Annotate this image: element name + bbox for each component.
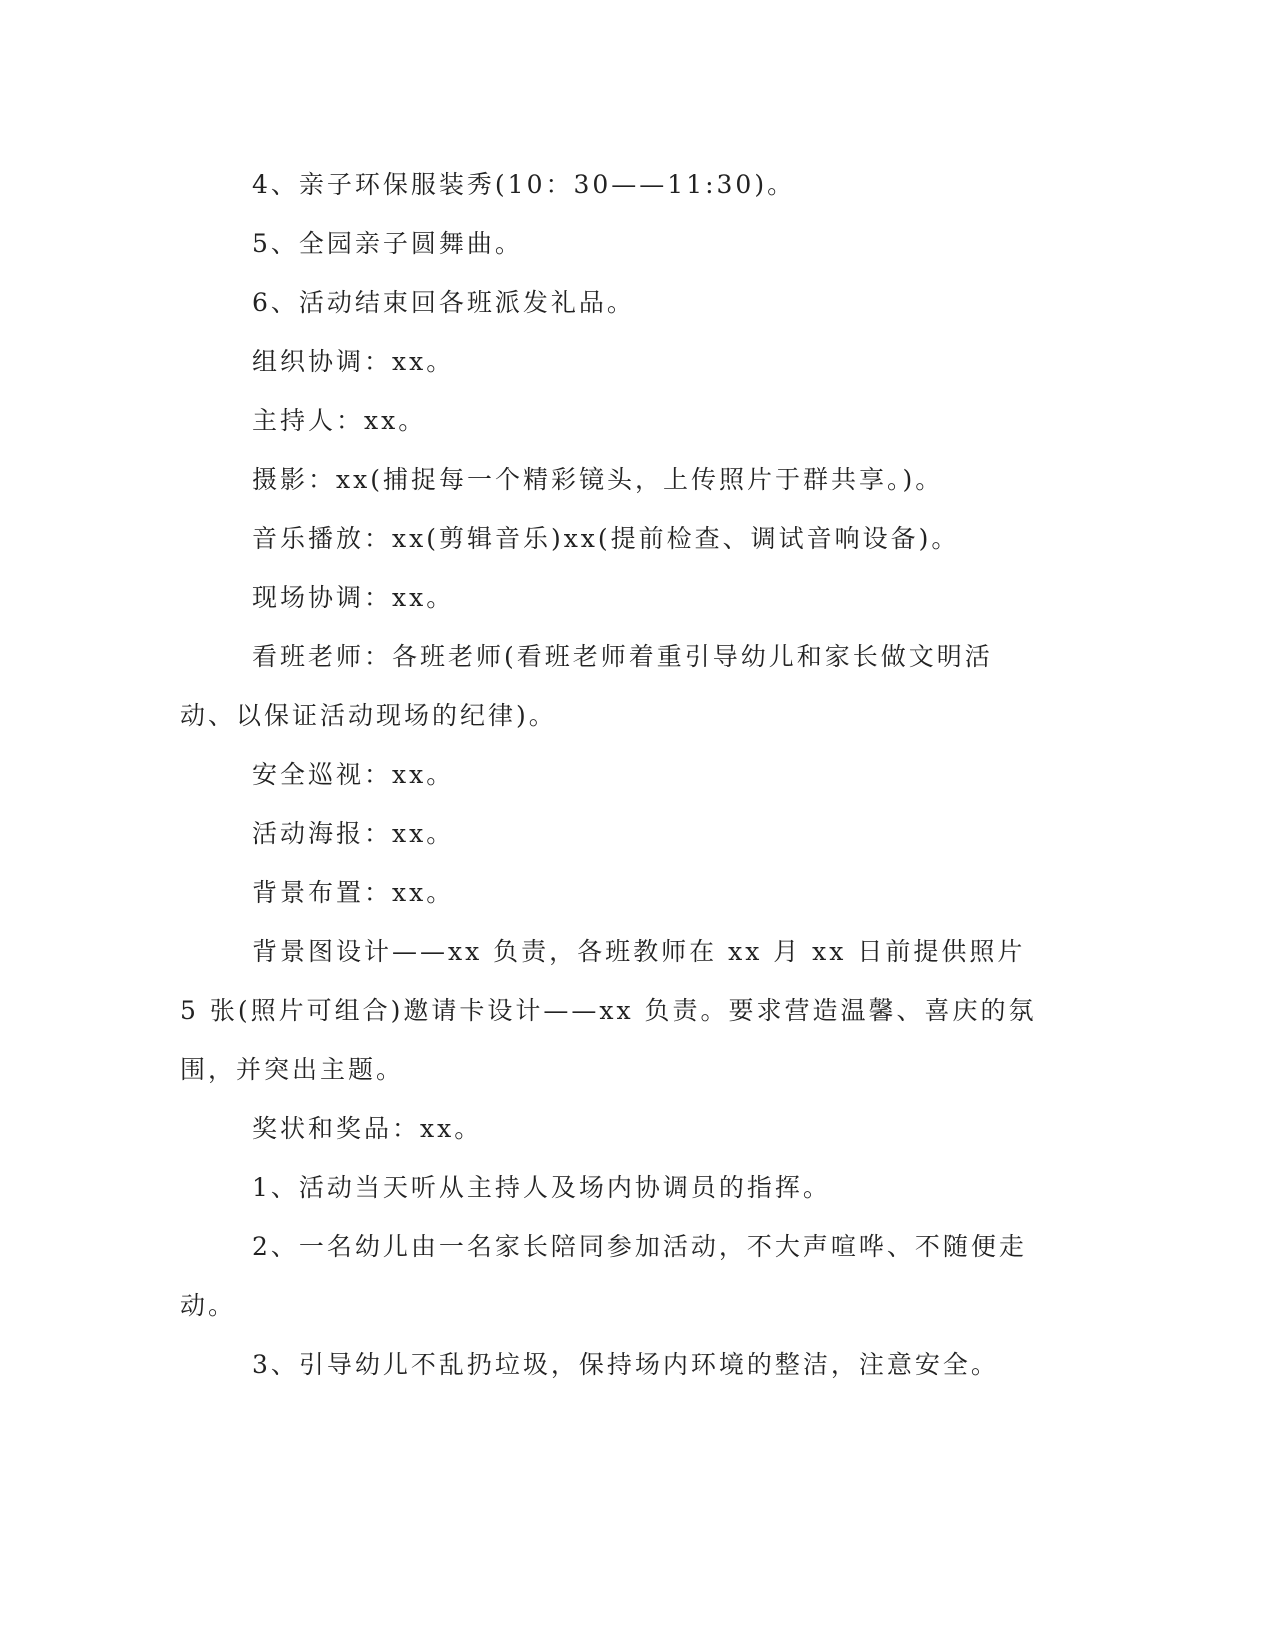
paragraph-background-setup: 背景布置：xx。 — [252, 878, 455, 907]
paragraph-music: 音乐播放：xx(剪辑音乐)xx(提前检查、调试音响设备)。 — [252, 524, 960, 553]
paragraph-poster: 活动海报：xx。 — [252, 819, 455, 848]
paragraph-rule-3: 3、引导幼儿不乱扔垃圾，保持场内环境的整洁，注意安全。 — [252, 1350, 999, 1379]
paragraph-program-item-4: 4、亲子环保服装秀(10：30——11:30)。 — [252, 170, 796, 199]
paragraph-host: 主持人：xx。 — [252, 406, 427, 435]
paragraph-program-item-6: 6、活动结束回各班派发礼品。 — [252, 288, 635, 317]
paragraph-awards: 奖状和奖品：xx。 — [252, 1114, 483, 1143]
paragraph-rule-1: 1、活动当天听从主持人及场内协调员的指挥。 — [252, 1173, 831, 1202]
paragraph-class-teachers: 看班老师：各班老师(看班老师着重引导幼儿和家长做文明活动、以保证活动现场的纪律)。 — [180, 642, 993, 730]
paragraph-background-design: 背景图设计——xx 负责，各班教师在 xx 月 xx 日前提供照片 5 张(照片可组合)邀请卡设计——xx 负责。要求营造温馨、喜庆的氛围，并突出主题。 — [180, 937, 1037, 1084]
paragraph-rule-2: 2、一名幼儿由一名家长陪同参加活动，不大声喧哗、不随便走动。 — [180, 1232, 1027, 1320]
document-body — [180, 155, 1040, 1394]
paragraph-program-item-5: 5、全园亲子圆舞曲。 — [252, 229, 523, 258]
paragraph-onsite-coordination: 现场协调：xx。 — [252, 583, 455, 612]
paragraph-photography: 摄影：xx(捕捉每一个精彩镜头，上传照片于群共享。)。 — [252, 465, 944, 494]
paragraph-organizer: 组织协调：xx。 — [252, 347, 455, 376]
paragraph-safety-patrol: 安全巡视：xx。 — [252, 760, 455, 789]
